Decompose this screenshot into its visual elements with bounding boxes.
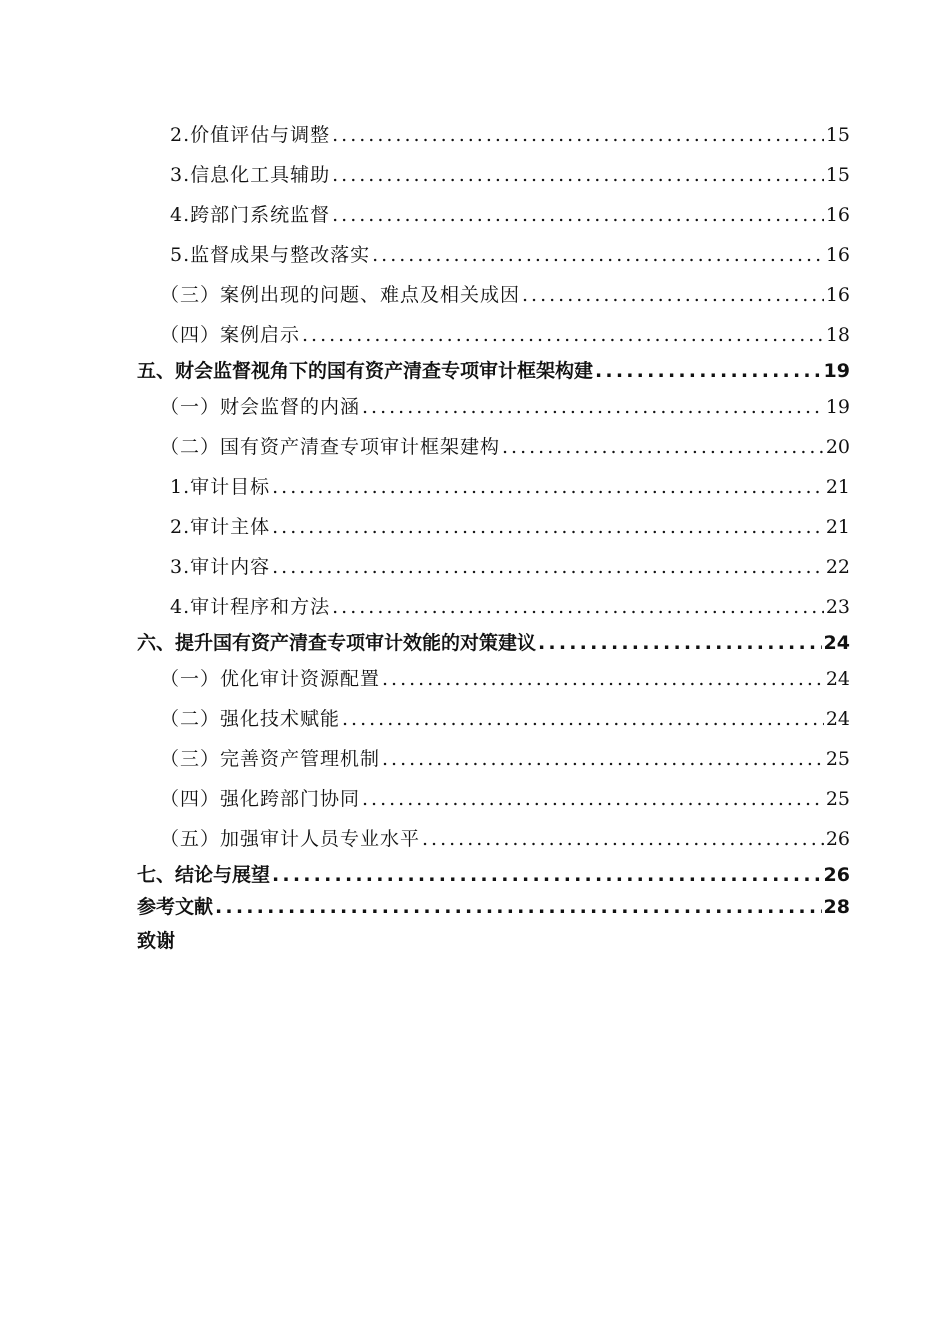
toc-entry-page: 15 [825,164,850,186]
toc-entry-label: 1.审计目标 [170,476,271,498]
dot-leader [522,284,824,306]
dot-leader [332,124,824,146]
toc-entry-page: 19 [823,360,850,382]
toc-entry-label: 4.跨部门系统监督 [170,204,331,226]
toc-entry[interactable] [0,280,850,310]
dot-leader [272,476,824,498]
toc-chapter[interactable] [0,892,850,922]
toc-entry-page: 16 [825,204,850,226]
toc-entry-label: （五）加强审计人员专业水平 [160,828,421,850]
toc-entry-label: （四）强化跨部门协同 [160,788,361,810]
toc-entry-label: （四）案例启示 [160,324,301,346]
dot-leader [272,556,824,578]
dot-leader [272,864,822,886]
toc-entry-label: 3.信息化工具辅助 [170,164,331,186]
toc-entry-page: 25 [825,788,850,810]
toc-entry-page: 16 [825,284,850,306]
toc-entry[interactable] [0,704,850,734]
toc-entry[interactable] [0,160,850,190]
toc-entry[interactable] [0,472,850,502]
toc-entry-page: 15 [825,124,850,146]
dot-leader [382,748,824,770]
dot-leader [362,788,824,810]
toc-entry-label: 参考文献 [137,896,214,918]
toc-entry-label: （二）强化技术赋能 [160,708,341,730]
toc-entry-page: 21 [825,476,850,498]
toc-entry-page: 24 [823,632,850,654]
toc-entry-page: 20 [825,436,850,458]
toc-entry-page: 28 [823,896,850,918]
toc-entry[interactable] [0,120,850,150]
toc-entry-label: 5.监督成果与整改落实 [170,244,371,266]
toc-entry-label: （二）国有资产清查专项审计框架建构 [160,436,501,458]
toc-entry-label: 六、提升国有资产清查专项审计效能的对策建议 [137,632,537,654]
dot-leader [372,244,824,266]
dot-leader [595,360,822,382]
dot-leader [382,668,824,690]
dot-leader [342,708,824,730]
toc-entry-page: 19 [825,396,850,418]
toc-entry-page: 18 [825,324,850,346]
toc-entry-page: 21 [825,516,850,538]
toc-entry[interactable] [0,240,850,270]
toc-chapter[interactable] [0,860,850,890]
toc-entry-page: 23 [825,596,850,618]
toc-entry-page: 26 [823,864,850,886]
toc-entry-page: 24 [825,668,850,690]
toc-entry-label: 3.审计内容 [170,556,271,578]
toc-entry[interactable] [0,512,850,542]
toc-entry-label: （一）财会监督的内涵 [160,396,361,418]
toc-chapter[interactable] [0,628,850,658]
dot-leader [538,632,822,654]
toc-entry-page: 22 [825,556,850,578]
toc-entry-page: 24 [825,708,850,730]
toc-entry-label: （三）案例出现的问题、难点及相关成因 [160,284,521,306]
toc-entry[interactable] [0,320,850,350]
toc-entry-page: 25 [825,748,850,770]
toc-chapter[interactable] [0,356,850,386]
dot-leader [215,896,822,918]
toc-entry-label: 2.价值评估与调整 [170,124,331,146]
toc-entry-page: 26 [825,828,850,850]
dot-leader [272,516,824,538]
toc-entry[interactable] [0,592,850,622]
toc-chapter[interactable] [0,926,850,956]
toc-entry[interactable] [0,392,850,422]
toc-entry[interactable] [0,432,850,462]
toc-entry-page: 16 [825,244,850,266]
dot-leader [332,596,824,618]
toc-entry[interactable] [0,784,850,814]
dot-leader [502,436,824,458]
toc-entry-label: （三）完善资产管理机制 [160,748,381,770]
toc-entry-label: 致谢 [137,930,176,952]
dot-leader [302,324,824,346]
dot-leader [332,164,824,186]
toc-entry[interactable] [0,552,850,582]
toc-entry[interactable] [0,200,850,230]
toc-entry-label: （一）优化审计资源配置 [160,668,381,690]
toc-entry[interactable] [0,824,850,854]
toc-entry-label: 2.审计主体 [170,516,271,538]
dot-leader [422,828,824,850]
toc-entry[interactable] [0,664,850,694]
toc-entry[interactable] [0,744,850,774]
toc-entry-label: 4.审计程序和方法 [170,596,331,618]
toc-entry-label: 七、结论与展望 [137,864,271,886]
dot-leader [332,204,824,226]
dot-leader [362,396,824,418]
toc-entry-label: 五、财会监督视角下的国有资产清查专项审计框架构建 [137,360,594,382]
